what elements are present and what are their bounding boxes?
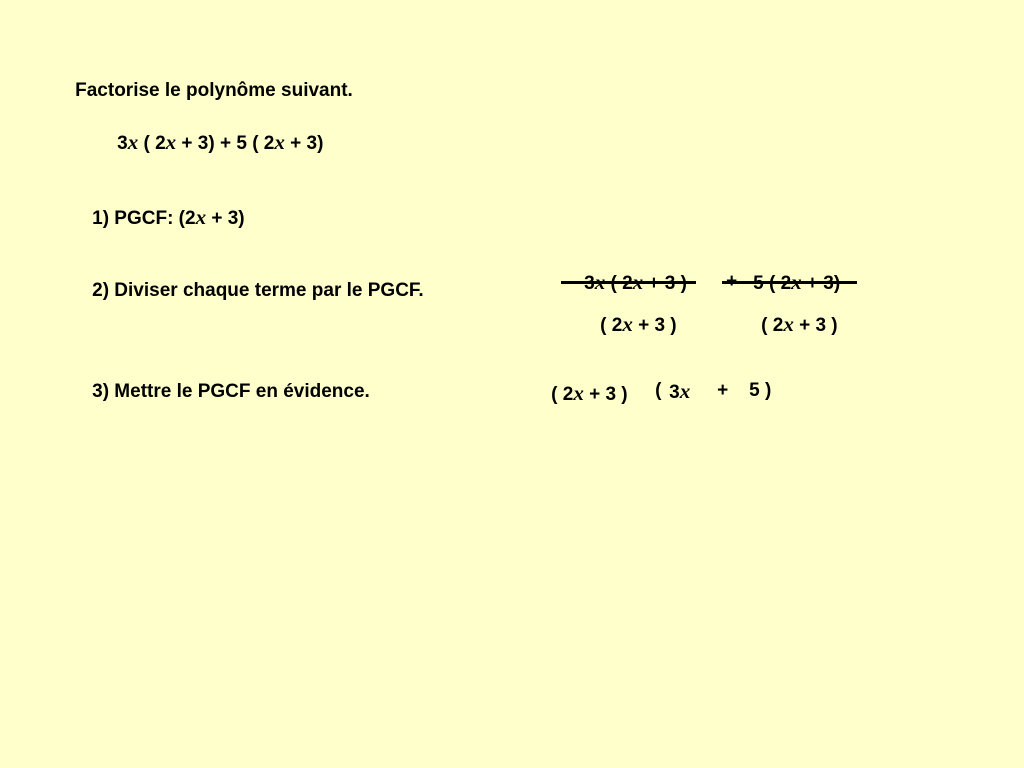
paren-text: ( xyxy=(655,380,662,401)
step3-plus xyxy=(696,362,728,419)
factor-variable: x xyxy=(573,381,584,405)
poly-text: + 3) + 5 ( 2 xyxy=(176,133,275,154)
poly-text: + 3) xyxy=(284,133,324,154)
term-variable: x xyxy=(679,379,691,403)
step3-term xyxy=(648,362,690,421)
page-title-text: Factorise le polynôme suivant. xyxy=(75,80,353,101)
term-text: 3 xyxy=(669,382,680,403)
fraction2-bar xyxy=(722,281,857,284)
fraction-text: + 3 ) xyxy=(793,315,838,336)
step1-label: 1) PGCF: (2 xyxy=(92,208,196,229)
poly-text: 3 xyxy=(117,133,128,154)
fraction1-bar xyxy=(561,281,696,284)
fraction2-denominator xyxy=(740,295,838,354)
const-text: 5 ) xyxy=(749,380,772,401)
step1-variable: x xyxy=(195,205,207,229)
fraction-variable: x xyxy=(783,312,794,336)
step2-label xyxy=(71,262,424,319)
step3-label-text: 3) Mettre le PGCF en évidence. xyxy=(92,381,370,402)
step3-label xyxy=(71,363,370,420)
plus-text: + xyxy=(717,380,729,401)
fraction-text: + 3 ) xyxy=(632,315,677,336)
poly-variable: x xyxy=(274,130,285,154)
factor-text: + 3 ) xyxy=(583,384,628,405)
step2-label-text: 2) Diviser chaque terme par le PGCF. xyxy=(92,280,424,301)
factor-text: ( 2 xyxy=(551,384,574,405)
fraction1-denominator xyxy=(579,295,677,354)
poly-variable: x xyxy=(165,130,177,154)
fraction-variable: x xyxy=(622,312,633,336)
poly-variable: x xyxy=(127,130,139,154)
polynomial-expression xyxy=(96,113,323,172)
step3-const xyxy=(728,362,771,419)
step1-text: + 3) xyxy=(206,208,245,229)
fraction-text: ( 2 xyxy=(600,315,623,336)
step1-line xyxy=(71,188,245,247)
page-title xyxy=(54,62,353,119)
fraction-text: ( 2 xyxy=(761,315,784,336)
poly-text: ( 2 xyxy=(138,133,166,154)
step3-factor xyxy=(530,364,628,423)
